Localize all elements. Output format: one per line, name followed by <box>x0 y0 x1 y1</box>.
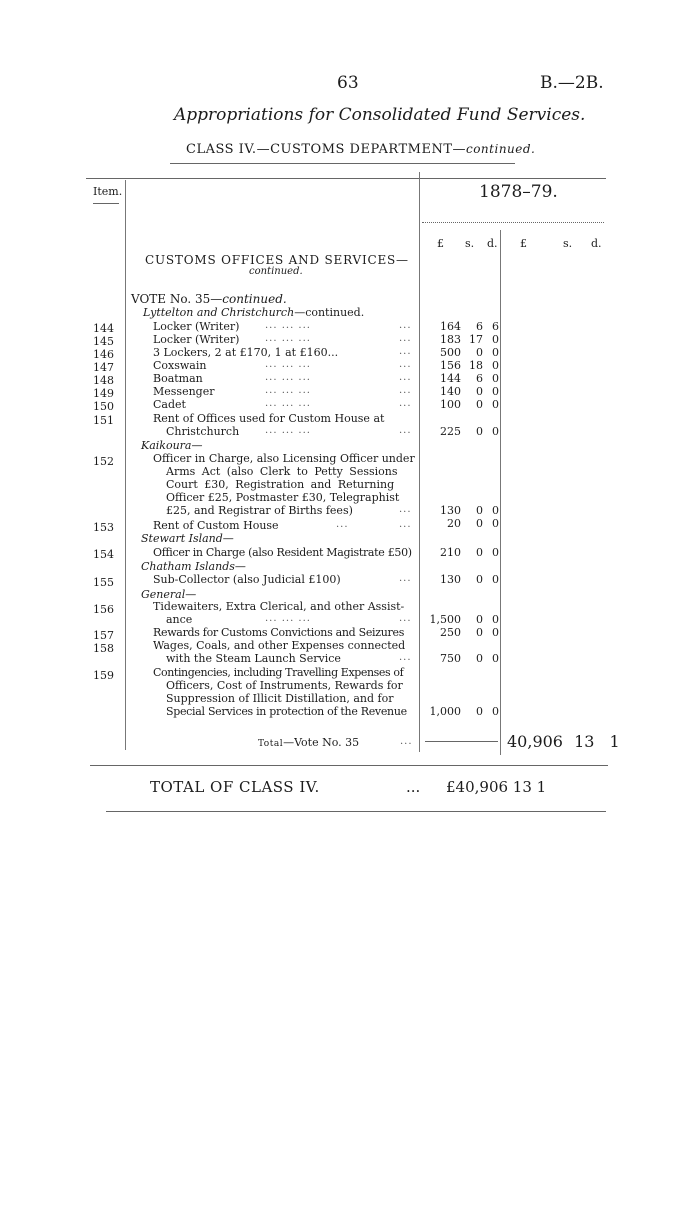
amount-pounds: 210 <box>440 546 461 559</box>
item-number: 146 <box>93 348 114 361</box>
item-description: Rewards for Customs Convictions and Seizures <box>153 626 405 639</box>
item-description-line2: Christchurch <box>166 425 240 438</box>
item-description: Coxswain <box>153 359 207 372</box>
amount-shillings: 0 <box>476 652 483 665</box>
vote-continued: continued. <box>222 292 287 306</box>
leader-dots: ... ... ... <box>265 613 311 624</box>
item-number: 152 <box>93 455 114 468</box>
amount-pounds: 20 <box>447 517 461 530</box>
item-description-line2: Arms Act (also Clerk to Petty Sessions <box>166 465 398 478</box>
item-number: 158 <box>93 642 114 655</box>
subhead-lyttelton-name: Lyttelton and Christchurch <box>143 306 295 319</box>
leader-dots: ... <box>399 425 412 436</box>
vote-total-shillings: 13 <box>574 732 595 751</box>
vote-total-prefix: Total <box>258 739 284 749</box>
leader-dots: ... ... ... <box>265 359 311 370</box>
amount-shillings: 6 <box>476 372 483 385</box>
amount-shillings: 0 <box>476 398 483 411</box>
item-description: Boatman <box>153 372 203 385</box>
subtitle-continued: continued. <box>465 142 536 156</box>
item-number: 147 <box>93 361 114 374</box>
page-bottom-rule <box>106 811 606 812</box>
leader-dots: ... ... ... <box>265 320 311 331</box>
amount-shillings: 0 <box>476 517 483 530</box>
item-number: 155 <box>93 576 114 589</box>
item-description-line2: with the Steam Launch Service <box>166 652 341 665</box>
item-description: Messenger <box>153 385 215 398</box>
leader-dots: ... <box>399 385 412 396</box>
subtitle-rule <box>170 163 515 164</box>
class-total-label: TOTAL OF CLASS IV. <box>150 778 320 796</box>
amount-pounds: 250 <box>440 626 461 639</box>
item-number: 149 <box>93 387 114 400</box>
amount-pounds: 140 <box>440 385 461 398</box>
item-description-line1: Wages, Coals, and other Expenses connected <box>153 639 406 652</box>
page-number: 63 <box>337 73 359 93</box>
leader-dots: ... <box>406 778 421 796</box>
leader-dots: ... <box>336 519 349 530</box>
table-top-rule <box>86 178 606 179</box>
amount-pounds: 156 <box>440 359 461 372</box>
leader-dots: ... <box>399 504 412 515</box>
subhead-stewart: Stewart Island— <box>141 532 234 545</box>
vote-total-pence: 1 <box>609 732 620 751</box>
amount-shillings: 0 <box>476 385 483 398</box>
amount-pounds: 1,500 <box>429 613 461 626</box>
amount-shillings: 0 <box>476 613 483 626</box>
amount-pounds: 750 <box>440 652 461 665</box>
item-description-line1: Tidewaiters, Extra Clerical, and other Assist- <box>153 600 405 613</box>
subtitle-main: CLASS IV.—CUSTOMS DEPARTMENT— <box>186 142 466 157</box>
subhead-general: General— <box>141 588 197 601</box>
amount-pence: 0 <box>492 346 499 359</box>
item-description-line1: Officer in Charge, also Licensing Officer under <box>153 452 415 465</box>
amount-pence: 0 <box>492 333 499 346</box>
vote-total-pounds: 40,906 <box>507 732 563 751</box>
vote-heading <box>131 293 287 306</box>
item-number: 156 <box>93 603 114 616</box>
item-number: 157 <box>93 629 114 642</box>
amount-column-divider <box>500 230 501 755</box>
item-description: 3 Lockers, 2 at £170, 1 at £160... <box>153 346 339 359</box>
item-description: Cadet <box>153 398 186 411</box>
amount-pounds: 500 <box>440 346 461 359</box>
leader-dots: ... <box>399 573 412 584</box>
amount-shillings: 17 <box>469 333 483 346</box>
leader-dots: ... <box>399 359 412 370</box>
amount-pence: 0 <box>492 372 499 385</box>
item-number: 150 <box>93 400 114 413</box>
item-number: 153 <box>93 521 114 534</box>
amount-shillings: 0 <box>476 504 483 517</box>
item-description-line3: Suppression of Illicit Distillation, and for <box>166 692 394 705</box>
amount-pence: 0 <box>492 613 499 626</box>
year-header: 1878–79. <box>479 182 558 202</box>
item-column-divider <box>125 180 126 750</box>
amount-pence: 0 <box>492 546 499 559</box>
pence-header-2: d. <box>591 237 602 250</box>
amount-pounds: 1,000 <box>429 705 461 718</box>
pound-header-2: £ <box>520 237 527 250</box>
amount-pence: 0 <box>492 425 499 438</box>
leader-dots: ... <box>399 613 412 624</box>
item-description-line1: Contingencies, including Travelling Expenses of <box>153 666 404 679</box>
leader-dots: ... <box>399 519 412 530</box>
subtotal-rule <box>425 741 498 742</box>
amount-pounds: 164 <box>440 320 461 333</box>
item-number: 145 <box>93 335 114 348</box>
item-description: Sub-Collector (also Judicial £100) <box>153 573 341 586</box>
leader-dots: ... <box>399 372 412 383</box>
section-heading: CUSTOMS OFFICES AND SERVICES— <box>145 253 409 267</box>
item-description: Locker (Writer) <box>153 320 240 333</box>
amount-pence: 0 <box>492 359 499 372</box>
amount-pounds: 183 <box>440 333 461 346</box>
amount-shillings: 0 <box>476 346 483 359</box>
amount-pence: 0 <box>492 504 499 517</box>
amount-pounds: 100 <box>440 398 461 411</box>
leader-dots: ... <box>399 346 412 357</box>
item-number: 148 <box>93 374 114 387</box>
amount-pence: 0 <box>492 705 499 718</box>
leader-dots: ... ... ... <box>265 398 311 409</box>
pound-header-1: £ <box>437 237 444 250</box>
subhead-lyttelton <box>143 306 364 319</box>
amount-pence: 0 <box>492 517 499 530</box>
pence-header-1: d. <box>487 237 498 250</box>
desc-column-divider <box>419 172 420 752</box>
item-head-rule <box>93 203 119 204</box>
item-column-header: Item. <box>93 185 123 198</box>
table-bottom-rule <box>90 765 608 766</box>
leader-dots: ... <box>399 320 412 331</box>
page-title: Appropriations for Consolidated Fund Services. <box>174 105 586 125</box>
vote-main: VOTE No. 35— <box>131 292 223 306</box>
amount-shillings: 18 <box>469 359 483 372</box>
item-description-line4: Officer £25, Postmaster £30, Telegraphist <box>166 491 400 504</box>
amount-pence: 0 <box>492 385 499 398</box>
amount-pounds: 225 <box>440 425 461 438</box>
shilling-header-2: s. <box>563 237 573 250</box>
amount-shillings: 0 <box>476 425 483 438</box>
leader-dots: ... ... ... <box>265 425 311 436</box>
item-description-line2: ance <box>166 613 193 626</box>
item-description-line4: Special Services in protection of the Revenue <box>166 705 407 718</box>
vote-total-amount <box>507 732 620 751</box>
leader-dots: ... <box>399 398 412 409</box>
subhead-chatham: Chatham Islands— <box>141 560 246 573</box>
item-description: Officer in Charge (also Resident Magistrate £50) <box>153 546 412 559</box>
item-number: 159 <box>93 669 114 682</box>
amount-shillings: 0 <box>476 705 483 718</box>
amount-shillings: 0 <box>476 626 483 639</box>
amount-pence: 6 <box>492 320 499 333</box>
document-reference: B.—2B. <box>540 73 604 93</box>
leader-dots: ... <box>399 652 412 663</box>
item-description-line1: Rent of Offices used for Custom House at <box>153 412 385 425</box>
amount-shillings: 0 <box>476 573 483 586</box>
amount-pence: 0 <box>492 398 499 411</box>
item-number: 151 <box>93 414 114 427</box>
item-description: Locker (Writer) <box>153 333 240 346</box>
section-heading-cont: continued. <box>249 266 303 277</box>
leader-dots: ... ... ... <box>265 372 311 383</box>
item-description: Rent of Custom House <box>153 519 279 532</box>
leader-dots: ... <box>400 736 413 747</box>
leader-dots: ... ... ... <box>265 385 311 396</box>
leader-dots: ... ... ... <box>265 333 311 344</box>
amount-pounds: 144 <box>440 372 461 385</box>
vote-total-rest: —Vote No. 35 <box>283 736 360 749</box>
item-number: 154 <box>93 548 114 561</box>
class-total-amount: £40,906 13 1 <box>446 778 547 796</box>
class-subtitle <box>186 142 535 157</box>
amount-pence: 0 <box>492 652 499 665</box>
amount-pence: 0 <box>492 573 499 586</box>
amount-pounds: 130 <box>440 573 461 586</box>
subhead-kaikoura: Kaikoura— <box>141 439 203 452</box>
item-description-line2: Officers, Cost of Instruments, Rewards for <box>166 679 403 692</box>
item-description-line3: Court £30, Registration and Returning <box>166 478 395 491</box>
leader-dots: ... <box>399 333 412 344</box>
amount-shillings: 0 <box>476 546 483 559</box>
year-rule <box>422 222 604 223</box>
amount-pence: 0 <box>492 626 499 639</box>
amount-pounds: 130 <box>440 504 461 517</box>
subhead-lyttelton-cont: —continued. <box>294 306 365 319</box>
item-number: 144 <box>93 322 114 335</box>
shilling-header-1: s. <box>465 237 475 250</box>
item-description-line5: £25, and Registrar of Births fees) <box>166 504 353 517</box>
vote-total-label <box>258 736 359 749</box>
amount-shillings: 6 <box>476 320 483 333</box>
